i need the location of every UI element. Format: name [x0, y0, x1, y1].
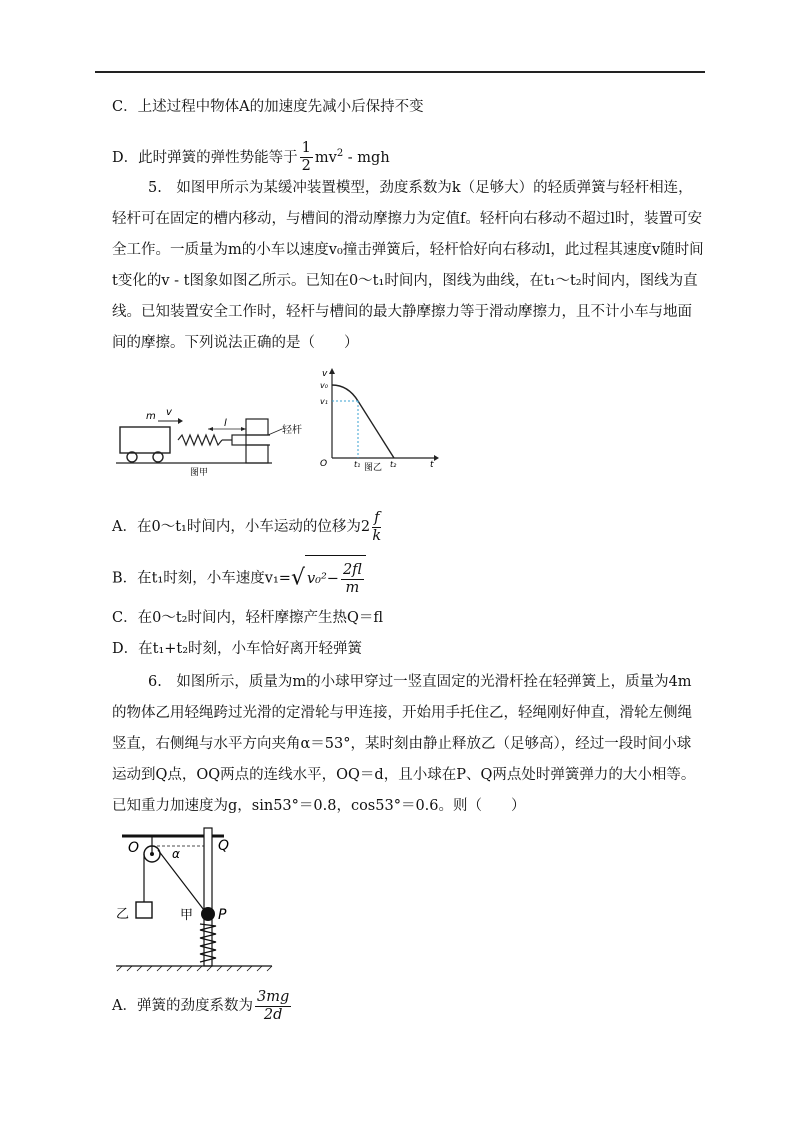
- label-yi: 乙: [116, 907, 130, 922]
- axis-t: t: [430, 460, 434, 470]
- option-d-prev: D．此时弹簧的弹性势能等于 $\frac{1}{2}$ $mv^2$ - mgh: [112, 140, 390, 175]
- label-v: v: [166, 407, 172, 418]
- caption-yi: 图乙: [364, 463, 383, 473]
- q5-option-d: D．在t₁+t₂时刻，小车恰好离开轻弹簧: [112, 641, 363, 657]
- question-5-stem: 5. 如图甲所示为某缓冲装置模型，劲度系数为k（足够大）的轻质弹簧与轻杆相连，轻杆可在固定的槽内移动，与槽间的滑动摩擦力为定值f。轻杆向右移动不超过l时，装置可安全工作。一质量为m的小车以速度v₀撞击弹簧后，轻杆恰好向右移动l，此过程其速度v随时间t变化的v - t图象如图乙所示。已知在0～t₁时间内，图线为曲线，在t₁～t₂时间内，图线为直线。已知装置安全工作时，轻杆与槽间的最大静摩擦力等于滑动摩擦力，且不计小车与地面间的摩擦。下列说法正确的是（ ）: [112, 180, 704, 351]
- q5-option-c: C．在0～t₂时间内，轻杆摩擦产生热Q＝fl: [112, 610, 384, 626]
- fraction: $\frac{3mg}{2d}$: [256, 988, 290, 1023]
- label-q: Q: [218, 838, 230, 854]
- caption-jia: 图甲: [190, 468, 209, 477]
- label-p: P: [218, 907, 227, 923]
- label-alpha: α: [172, 847, 180, 861]
- figure-jia: [112, 405, 322, 477]
- label-m: m: [146, 411, 156, 422]
- label-o: O: [128, 840, 140, 856]
- label-l: l: [224, 418, 227, 429]
- tick-v1: v₁: [320, 397, 328, 406]
- figure-q6: [112, 822, 282, 972]
- option-c-prev: C．上述过程中物体A的加速度先减小后保持不变: [112, 99, 424, 115]
- tick-t1: t₁: [354, 460, 361, 469]
- question-6-stem: 6. 如图所示，质量为m的小球甲穿过一竖直固定的光滑杆拴在轻弹簧上，质量为4m的物体乙用轻绳跨过光滑的定滑轮与甲连接，开始用手托住乙，轻绳刚好伸直，滑轮左侧绳竖直，右侧绳与水平方向夹角α＝53°，某时刻由静止释放乙（足够高），经过一段时间小球运动到Q点，OQ两点的连线水平，OQ＝d，且小球在P、Q两点处时弹簧弹力的大小相等。已知重力加速度为g，sin53°＝0.8，cos53°＝0.6。则（ ）: [112, 674, 696, 814]
- q6-option-a: A．弹簧的劲度系数为 $\frac{3mg}{2d}$: [112, 988, 290, 1023]
- fraction: $\frac{2fl}{m}$: [342, 561, 362, 596]
- tick-t2: t₂: [390, 460, 397, 469]
- q5-option-a: A．在0～t₁时间内，小车运动的位移为2 $\frac{f}{k}$: [112, 509, 382, 544]
- label-rod: 轻杆: [282, 425, 302, 436]
- origin-o: O: [320, 459, 328, 469]
- header-rule: [95, 71, 705, 73]
- label-jia: 甲: [180, 908, 194, 923]
- tick-v0: v₀: [320, 381, 328, 390]
- fraction: $\frac{1}{2}$: [301, 140, 311, 175]
- figure-yi: [312, 366, 442, 476]
- axis-v: v: [322, 369, 328, 379]
- sqrt-expression: √ v₀²− $\frac{2fl}{m}$: [291, 555, 366, 602]
- fraction: $\frac{f}{k}$: [372, 509, 382, 544]
- q5-option-b: B．在t₁时刻，小车速度v₁=√ v₀²− $\frac{2fl}{m}$: [112, 555, 366, 602]
